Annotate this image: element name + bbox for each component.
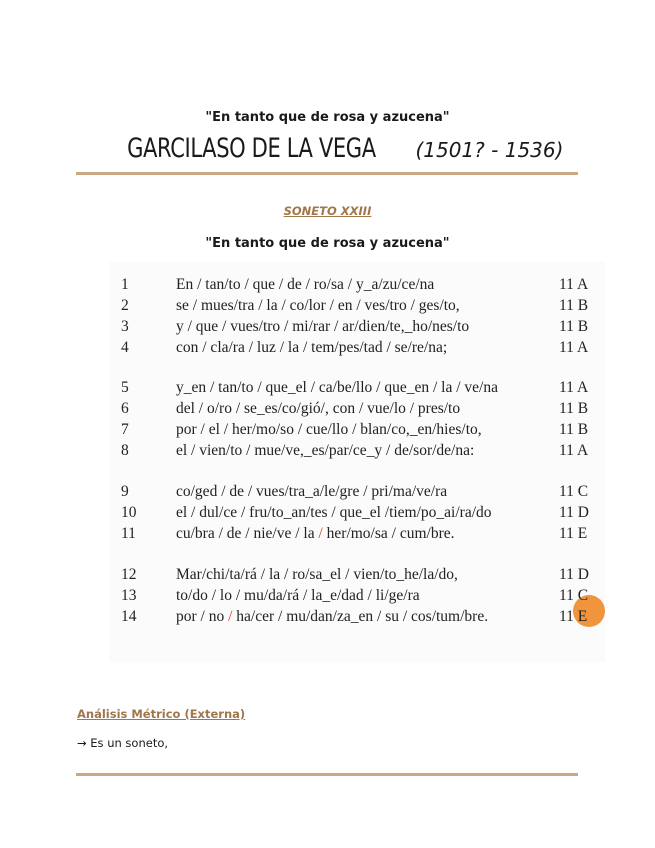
verse-line [109,297,605,317]
verse-rhyme: 11 B [559,421,589,438]
author-line [0,133,655,164]
verse-text: to/do / lo / mu/da/rá / la_e/dad / li/ge/ra [176,587,420,604]
verse-text: y_en / tan/to / que_el / ca/be/llo / que_en / la / ve/na [176,379,498,396]
verse-number: 8 [121,442,129,459]
verse-line [109,379,605,399]
verse-line [109,566,605,586]
verse-rhyme: 11 C [559,483,589,500]
verse-text: el / dul/ce / fru/to_an/tes / que_el /tiem/po_ai/ra/do [176,504,492,521]
verse-text: por / el / her/mo/so / cue/llo / blan/co,_en/hies/to, [176,421,482,438]
verse-text: se / mues/tra / la / co/lor / en / ves/tro / ges/to, [176,297,460,314]
verse-rhyme: 11 A [559,339,589,356]
verse-line [109,525,605,545]
verse-text: el / vien/to / mue/ve,_es/par/ce_y / de/sor/de/na: [176,442,475,459]
verse-rhyme: 11 A [559,442,589,459]
verse-rhyme: 11 A [559,276,589,293]
verse-line [109,504,605,524]
verse-text: del / o/ro / se_es/co/gió/, con / vue/lo / pres/to [176,400,461,417]
verse-number: 1 [121,276,129,293]
verse-text: Mar/chi/ta/rá / la / ro/sa_el / vien/to_he/la/do, [176,566,458,583]
top-divider [76,172,578,175]
verse-rhyme: 11 B [559,297,589,314]
verse-line [109,421,605,441]
verse-rhyme: 11 D [559,504,589,521]
verse-number: 7 [121,421,129,438]
sonnet-heading: SONETO XXIII [283,204,372,218]
verse-number: 6 [121,400,129,417]
author-dates: (1501? - 1536) [415,138,564,162]
author-name: GARCILASO DE LA VEGA [126,133,376,164]
bottom-divider [76,773,578,776]
verse-text: co/ged / de / vues/tra_a/le/gre / pri/ma/ve/ra [176,483,448,500]
verse-text: por / no / ha/cer / mu/dan/za_en / su / cos/tum/bre. [176,608,489,625]
verse-number: 12 [121,566,137,583]
verse-rhyme: 11 E [559,525,588,542]
verse-number: 5 [121,379,129,396]
verse-line [109,339,605,359]
verse-rhyme: 11 B [559,318,589,335]
verse-text: cu/bra / de / nie/ve / la / her/mo/sa / cum/bre. [176,525,455,542]
verse-rhyme: 11 E [559,608,588,625]
verse-rhyme: 11 B [559,400,589,417]
verse-line [109,483,605,503]
verse-number: 9 [121,483,129,500]
verse-line [109,400,605,420]
verse-number: 10 [121,504,137,521]
verse-number: 3 [121,318,129,335]
verse-rhyme: 11 D [559,566,589,583]
verse-text: con / cla/ra / luz / la / tem/pes/tad / se/re/na; [176,339,448,356]
verse-line [109,442,605,462]
poem-title: "En tanto que de rosa y azucena" [205,236,450,251]
analysis-text: → Es un soneto, [77,736,169,750]
verse-line [109,276,605,296]
verse-rhyme: 11 C [559,587,589,604]
verse-line [109,318,605,338]
verse-number: 4 [121,339,129,356]
analysis-heading: Análisis Métrico (Externa) [77,707,246,721]
verse-text: En / tan/to / que / de / ro/sa / y_a/zu/ce/na [176,276,435,293]
verse-text: y / que / vues/tro / mi/rar / ar/dien/te,_ho/nes/to [176,318,470,335]
verse-number: 2 [121,297,129,314]
poem-image [109,262,605,662]
verse-number: 14 [121,608,137,625]
document-subtitle: "En tanto que de rosa y azucena" [205,110,450,125]
verse-line [109,587,605,607]
verse-number: 13 [121,587,137,604]
verse-number: 11 [121,525,136,542]
red-slash: / [228,608,233,625]
red-slash: / [318,525,323,542]
verse-rhyme: 11 A [559,379,589,396]
verse-line [109,608,605,628]
